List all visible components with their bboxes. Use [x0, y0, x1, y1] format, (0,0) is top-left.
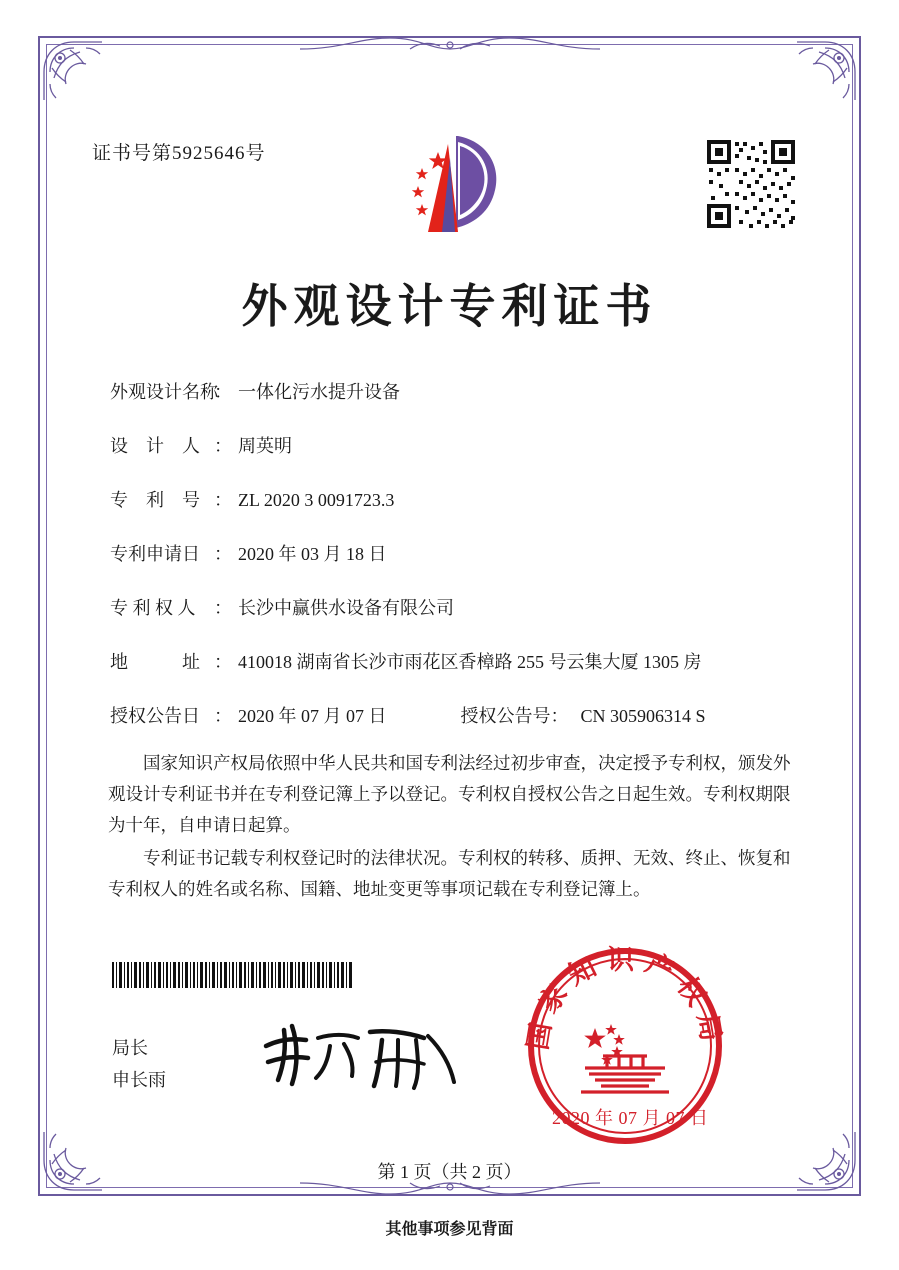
handwritten-signature-icon — [258, 1018, 468, 1094]
corner-ornament-icon — [773, 38, 859, 124]
field-colon: ： — [214, 652, 232, 672]
field-colon: ： — [214, 436, 232, 456]
field-colon: ： — [214, 490, 232, 510]
field-value: 2020 年 07 月 07 日 — [238, 706, 387, 726]
legal-paragraph: 国家知识产权局依照中华人民共和国专利法经过初步审查，决定授予专利权，颁发外观设计专利证书并在专利登记簿上予以登记。专利权自授权公告之日起生效。专利权期限为十年，自申请日起算。 — [108, 753, 791, 835]
field-label: 授权公告日 — [110, 706, 200, 726]
field-value: 2020 年 03 月 18 日 — [238, 544, 387, 564]
field-colon-secondary: ： — [550, 706, 569, 726]
footer-note: 其他事项参见背面 — [385, 1221, 514, 1238]
signature-block — [112, 1032, 166, 1096]
field-value: 周英明 — [238, 436, 292, 456]
seal-date: 2020 年 07 月 07 日 — [552, 1108, 709, 1128]
corner-ornament-icon — [40, 38, 126, 124]
signature-name: 申长雨 — [112, 1070, 166, 1090]
cnipa-logo-icon — [398, 128, 508, 240]
field-value-secondary: CN 305906314 S — [580, 706, 706, 726]
field-patentee — [110, 594, 800, 648]
field-value: 长沙中赢供水设备有限公司 — [238, 598, 454, 618]
field-colon: ： — [214, 382, 232, 402]
field-label: 设 计 人 — [110, 436, 200, 456]
svg-text:国家知识产权局: 国家知识产权局 — [522, 944, 728, 1053]
field-patent-number — [110, 486, 800, 540]
field-label-secondary: 授权公告号 — [460, 706, 551, 726]
signature-role-label: 局长 — [112, 1038, 148, 1058]
page-indicator: 第 1 页（共 2 页） — [377, 1162, 522, 1182]
field-address — [110, 648, 800, 702]
barcode-icon — [112, 962, 352, 988]
legal-text — [108, 748, 796, 907]
field-label: 专 利 号 — [110, 490, 200, 510]
field-value: 410018 湖南省长沙市雨花区香樟路 255 号云集大厦 1305 房 — [238, 652, 702, 672]
qr-code-icon — [705, 138, 797, 230]
field-label: 外观设计名称 — [110, 382, 218, 402]
field-application-date — [110, 540, 800, 594]
field-list — [110, 378, 800, 756]
field-design-name — [110, 378, 800, 432]
field-value: 一体化污水提升设备 — [238, 382, 400, 402]
field-label: 地 址 — [110, 652, 200, 672]
field-colon: ： — [214, 598, 232, 618]
field-colon: ： — [214, 706, 232, 726]
certificate-number: 证书号第5925646号 — [92, 143, 266, 164]
field-label: 专利申请日 — [110, 544, 200, 564]
field-colon: ： — [214, 544, 232, 564]
field-label: 专 利 权 人 — [110, 598, 196, 618]
page-title: 外观设计专利证书 — [241, 281, 658, 332]
top-edge-ornament-icon — [300, 36, 600, 62]
field-value: ZL 2020 3 0091723.3 — [238, 490, 395, 510]
field-designer — [110, 432, 800, 486]
legal-paragraph: 专利证书记载专利权登记时的法律状况。专利权的转移、质押、无效、终止、恢复和专利权人的姓名或名称、国籍、地址变更等事项记载在专利登记簿上。 — [108, 848, 791, 899]
